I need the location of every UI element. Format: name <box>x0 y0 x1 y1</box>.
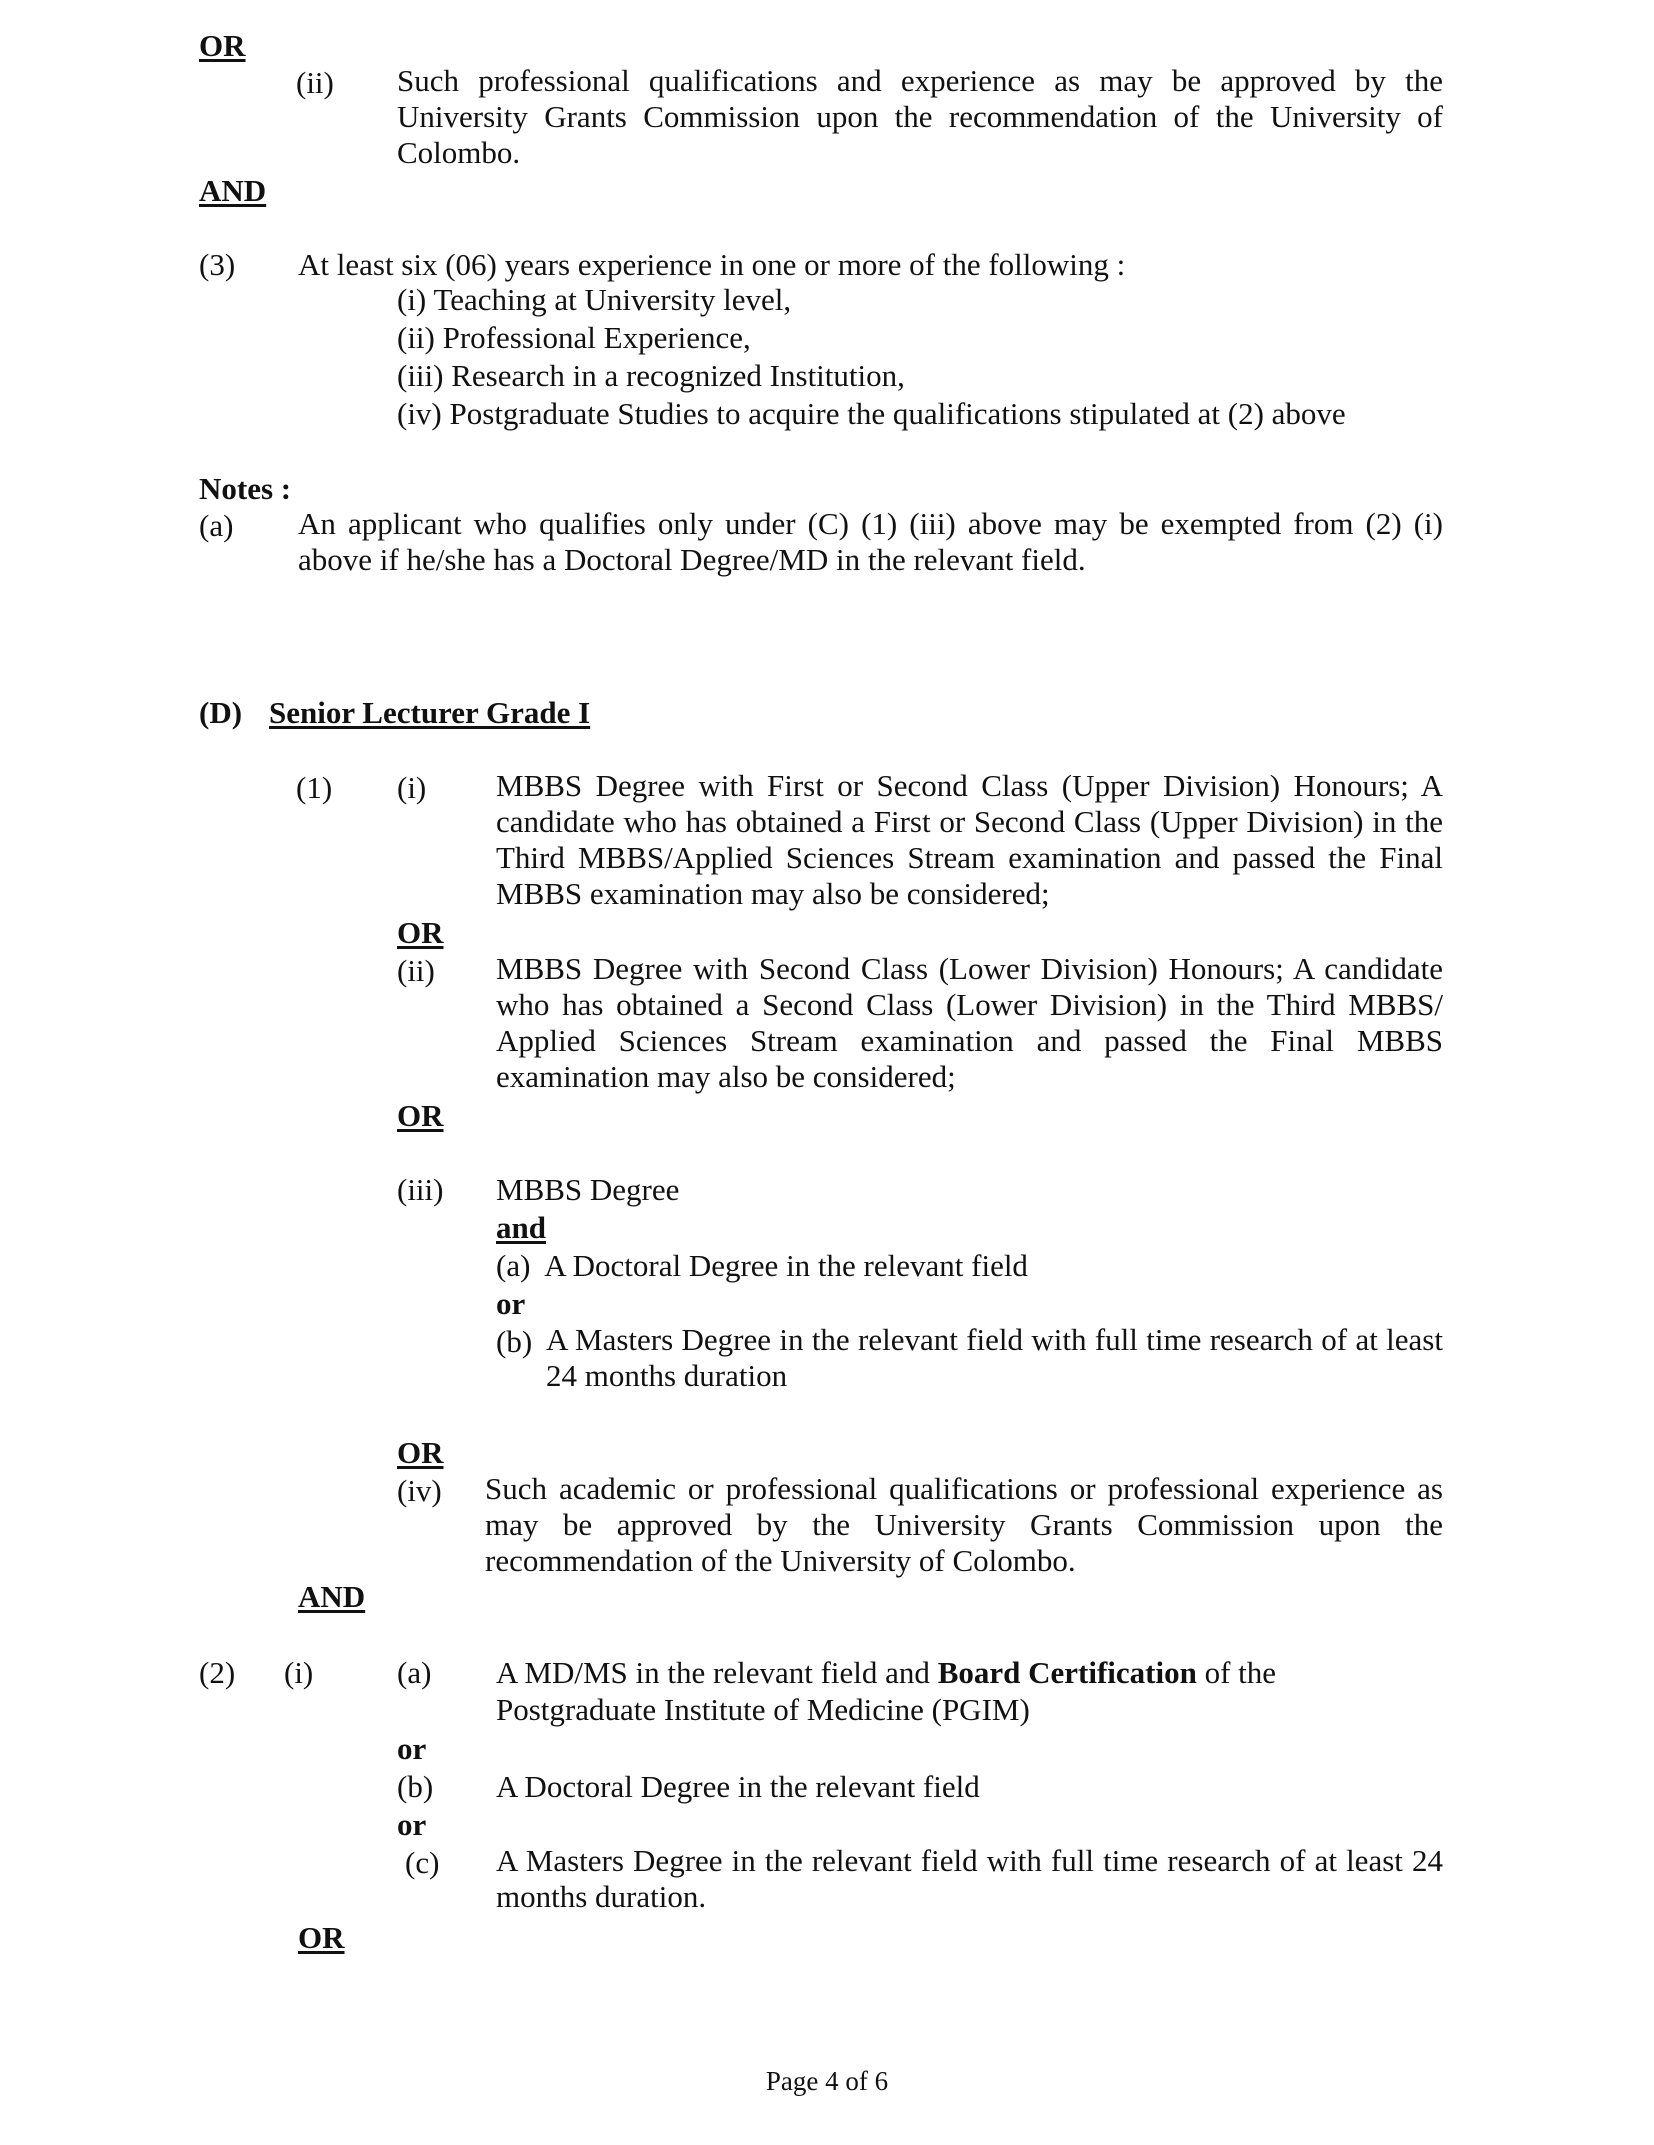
d-iii-b-label: (b) <box>496 1324 533 1359</box>
item-ii-label: (ii) <box>296 65 334 100</box>
d-or-1: OR <box>397 915 444 950</box>
req2-a-line1 <box>496 1657 1276 1688</box>
d-iii-or: or <box>496 1286 526 1321</box>
d-ii-text: MBBS Degree with Second Class (Lower Division) Honours; A candidate who has obtained a Second Class (Lower Division) in the Third MBBS/ Applied Sciences Stream examination and passed the Final MBBS examination may also be considered; <box>496 951 1443 1094</box>
item-ii-text: Such professional qualifications and experience as may be approved by the University Grants Commission upon the recommendation of the University of Colombo. <box>397 63 1443 170</box>
d-iv-text: Such academic or professional qualifications or professional experience as may be approved by the University Grants Commission upon the recommendation of the University of Colombo. <box>485 1471 1443 1578</box>
d-iii-b-text: A Masters Degree in the relevant field with full time research of at least 24 months duration <box>546 1322 1443 1393</box>
note-a-text: An applicant who qualifies only under (C) (1) (iii) above may be exempted from (2) (i) above if he/she has a Doctoral Degree/MD in the relevant field. <box>298 506 1443 577</box>
req3-item-3: (iii) Research in a recognized Institution, <box>397 358 905 393</box>
req2-i-label: (i) <box>284 1655 314 1690</box>
req3-item-4: (iv) Postgraduate Studies to acquire the qualifications stipulated at (2) above <box>397 396 1346 431</box>
board-certification-text: Board Certification <box>937 1655 1197 1690</box>
req1-label: (1) <box>296 770 333 805</box>
req2-b-text: A Doctoral Degree in the relevant field <box>496 1769 980 1804</box>
page-number: Page 4 of 6 <box>765 2066 889 2096</box>
final-or-connector: OR <box>298 1920 345 1955</box>
d-iii-and: and <box>496 1210 546 1245</box>
d-and-connector: AND <box>298 1579 366 1614</box>
req3-intro: At least six (06) years experience in one or more of the following : <box>298 247 1126 282</box>
d-ii-label: (ii) <box>397 953 435 988</box>
req2-c-label: (c) <box>405 1845 440 1880</box>
req2-b-label: (b) <box>397 1769 434 1804</box>
req2-or-2: or <box>397 1807 427 1842</box>
req2-label: (2) <box>199 1655 236 1690</box>
d-or-3: OR <box>397 1435 444 1470</box>
d-iii-a: (a) A Doctoral Degree in the relevant field <box>496 1248 1028 1283</box>
d-iii-line1: MBBS Degree <box>496 1172 680 1207</box>
d-i-text: MBBS Degree with First or Second Class (Upper Division) Honours; A candidate who has obtained a First or Second Class (Upper Division) in the Third MBBS/Applied Sciences Stream examination and passed the Final MBBS examination may also be considered; <box>496 768 1443 911</box>
req2-a-pre: A MD/MS in the relevant field and <box>496 1655 938 1690</box>
req2-a-label: (a) <box>397 1655 432 1690</box>
req3-label: (3) <box>199 247 236 282</box>
section-d-label: (D) <box>199 695 243 730</box>
note-a-label: (a) <box>199 508 234 543</box>
req3-item-2: (ii) Professional Experience, <box>397 320 751 355</box>
d-i-label: (i) <box>397 770 427 805</box>
d-iv-label: (iv) <box>397 1473 442 1508</box>
d-iii-label: (iii) <box>397 1172 444 1207</box>
section-d-title: Senior Lecturer Grade I <box>269 695 591 730</box>
req2-a-post: of the <box>1196 1655 1277 1690</box>
req2-or-1: or <box>397 1731 427 1766</box>
req3-item-1: (i) Teaching at University level, <box>397 282 792 317</box>
req2-c-text: A Masters Degree in the relevant field with full time research of at least 24 months duration. <box>496 1843 1443 1914</box>
notes-heading: Notes : <box>199 471 292 506</box>
d-or-2: OR <box>397 1098 444 1133</box>
or-connector: OR <box>199 28 246 63</box>
req2-a-line2: Postgraduate Institute of Medicine (PGIM) <box>496 1692 1030 1727</box>
and-connector: AND <box>199 173 267 208</box>
